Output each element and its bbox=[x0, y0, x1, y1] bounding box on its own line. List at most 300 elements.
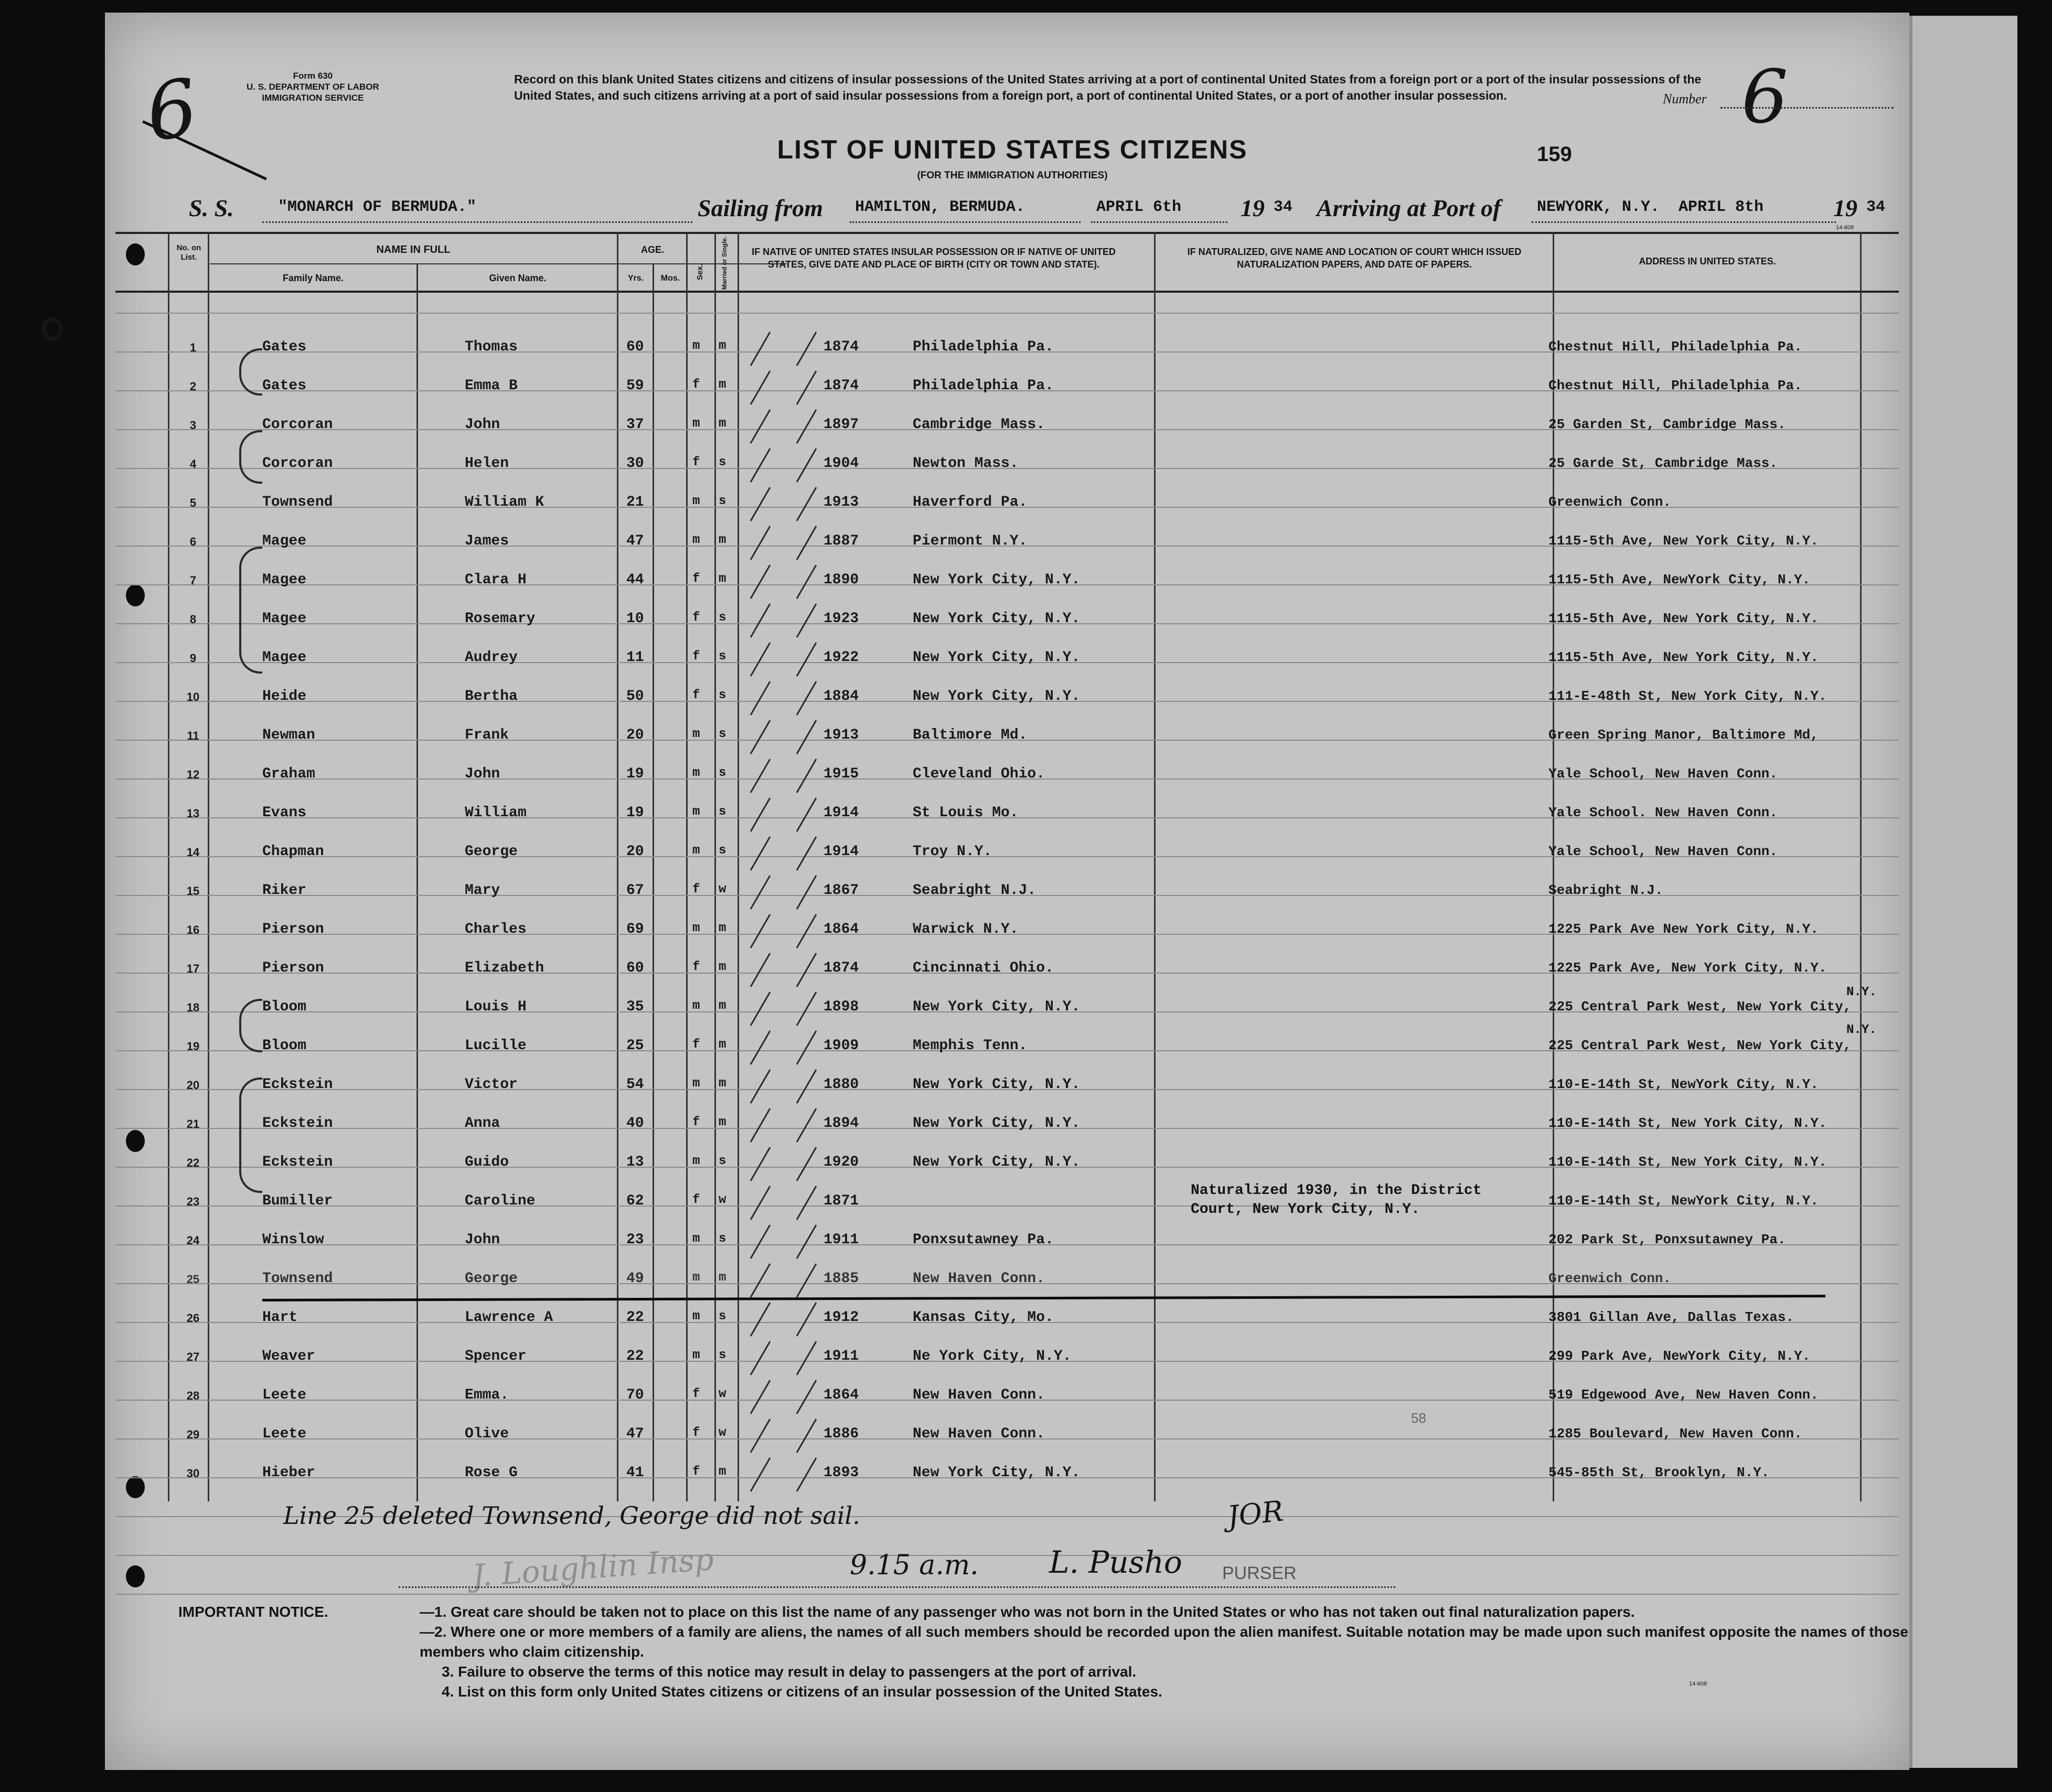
arrival-date: APRIL 8th bbox=[1679, 198, 1764, 216]
check-mark bbox=[750, 953, 771, 987]
check-mark bbox=[750, 836, 771, 871]
cell-family-name: Newman bbox=[262, 727, 315, 743]
cell-sex: m bbox=[692, 494, 700, 508]
check-mark bbox=[750, 332, 771, 366]
cell-marital-status: m bbox=[719, 378, 726, 392]
table-row bbox=[105, 798, 1909, 837]
cell-marital-status: s bbox=[719, 455, 726, 470]
check-mark bbox=[796, 991, 817, 1026]
cell-birth-year: 1909 bbox=[824, 1038, 859, 1054]
check-mark bbox=[750, 642, 771, 677]
arrival-year: 34 bbox=[1866, 198, 1886, 216]
table-row bbox=[105, 604, 1909, 643]
cell-given-name: James bbox=[465, 533, 509, 549]
cell-address: 110-E-14th St, New York City, N.Y. bbox=[1548, 1154, 1827, 1170]
cell-row-number: 23 bbox=[186, 1195, 200, 1208]
sailing-port: HAMILTON, BERMUDA. bbox=[855, 198, 1025, 216]
cell-age-years: 10 bbox=[626, 611, 644, 627]
col-header-married: Married or Single. bbox=[721, 236, 728, 290]
table-row bbox=[105, 876, 1909, 915]
cell-birth-place: Ponxsutawney Pa. bbox=[913, 1232, 1054, 1248]
cell-birth-place: Philadelphia Pa. bbox=[913, 339, 1054, 355]
cell-family-name: Eckstein bbox=[262, 1115, 333, 1132]
cell-birth-year: 1898 bbox=[824, 999, 859, 1015]
cell-birth-year: 1886 bbox=[824, 1426, 859, 1442]
cell-birth-place: St Louis Mo. bbox=[913, 805, 1019, 821]
arrival-underline bbox=[1532, 221, 1836, 223]
print-code-footer: 14-608 bbox=[1689, 1681, 1707, 1687]
cell-given-name: Frank bbox=[465, 727, 509, 743]
cell-address: 1115-5th Ave, New York City, N.Y. bbox=[1548, 649, 1819, 665]
cell-birth-year: 1893 bbox=[824, 1465, 859, 1481]
cell-address: 111-E-48th St, New York City, N.Y. bbox=[1548, 688, 1827, 704]
cell-age-years: 59 bbox=[626, 378, 644, 394]
cell-age-years: 49 bbox=[626, 1271, 644, 1287]
cell-row-number: 14 bbox=[186, 846, 200, 859]
cell-marital-status: s bbox=[719, 1348, 726, 1362]
cell-marital-status: m bbox=[719, 339, 726, 353]
cell-sex: f bbox=[692, 1193, 700, 1207]
cell-sex: f bbox=[692, 882, 700, 897]
handwritten-deletion-note: Line 25 deleted Townsend, George did not sail. bbox=[283, 1501, 860, 1530]
cell-given-name: Helen bbox=[465, 455, 509, 472]
page-number: 159 bbox=[1537, 143, 1572, 166]
check-mark bbox=[750, 487, 771, 521]
cell-given-name: Victor bbox=[465, 1076, 518, 1093]
cell-birth-place: Memphis Tenn. bbox=[913, 1038, 1028, 1054]
cell-age-years: 13 bbox=[626, 1154, 644, 1170]
check-mark bbox=[796, 1341, 817, 1375]
cell-birth-place: New York City, N.Y. bbox=[913, 572, 1081, 588]
cell-marital-status: s bbox=[719, 611, 726, 625]
table-row bbox=[105, 1381, 1909, 1420]
check-mark bbox=[796, 1147, 817, 1181]
header-bottom-border bbox=[115, 291, 1899, 293]
cell-address: Green Spring Manor, Baltimore Md, bbox=[1548, 727, 1819, 743]
cell-given-name: John bbox=[465, 417, 500, 433]
form-number: Form 630 bbox=[293, 71, 333, 81]
cell-row-number: 27 bbox=[186, 1350, 200, 1363]
check-mark bbox=[750, 1108, 771, 1143]
cell-birth-year: 1885 bbox=[824, 1271, 859, 1287]
cell-age-years: 44 bbox=[626, 572, 644, 588]
cell-age-years: 11 bbox=[626, 649, 644, 666]
cell-birth-year: 1915 bbox=[824, 766, 859, 782]
purser-label: PURSER bbox=[1222, 1563, 1297, 1583]
cell-sex: m bbox=[692, 844, 700, 858]
naturalization-note-line1: Naturalized 1930, in the District bbox=[1191, 1182, 1482, 1199]
cell-sex: f bbox=[692, 378, 700, 392]
cell-given-name: Rose G bbox=[465, 1465, 518, 1481]
table-row bbox=[105, 371, 1909, 410]
row-rule bbox=[115, 1594, 1899, 1595]
cell-sex: m bbox=[692, 339, 700, 353]
cell-marital-status: s bbox=[719, 766, 726, 780]
cell-given-name: Emma. bbox=[465, 1387, 509, 1403]
cell-age-years: 30 bbox=[626, 455, 644, 472]
cell-sex: m bbox=[692, 417, 700, 431]
cell-birth-year: 1911 bbox=[824, 1232, 859, 1248]
number-label: Number bbox=[1663, 91, 1707, 106]
table-row bbox=[105, 449, 1909, 488]
table-row bbox=[105, 1458, 1909, 1497]
initials: JOR bbox=[1225, 1494, 1285, 1533]
sailing-port-underline bbox=[850, 221, 1081, 223]
cell-family-name: Townsend bbox=[262, 494, 333, 510]
cell-marital-status: s bbox=[719, 688, 726, 702]
cell-birth-year: 1864 bbox=[824, 1387, 859, 1403]
cell-family-name: Weaver bbox=[262, 1348, 315, 1364]
cell-marital-status: w bbox=[719, 1193, 726, 1207]
cell-row-number: 11 bbox=[187, 729, 199, 742]
cell-birth-place: New York City, N.Y. bbox=[913, 688, 1081, 705]
cell-row-number: 19 bbox=[186, 1040, 200, 1053]
check-mark bbox=[796, 1108, 817, 1143]
sailing-date-underline bbox=[1091, 221, 1227, 223]
check-mark bbox=[750, 1341, 771, 1375]
cell-birth-place: New Haven Conn. bbox=[913, 1426, 1045, 1442]
cell-address: 519 Edgewood Ave, New Haven Conn. bbox=[1548, 1387, 1819, 1403]
cell-address: 25 Garden St, Cambridge Mass. bbox=[1548, 417, 1786, 432]
cell-row-number: 5 bbox=[189, 496, 197, 509]
cell-marital-status: m bbox=[719, 960, 726, 974]
cell-birth-year: 1874 bbox=[824, 960, 859, 976]
table-row bbox=[105, 1342, 1909, 1381]
cell-birth-place: New York City, N.Y. bbox=[913, 1115, 1081, 1132]
signature-underline bbox=[399, 1586, 1395, 1588]
cell-birth-place: Piermont N.Y. bbox=[913, 533, 1028, 549]
cell-birth-year: 1920 bbox=[824, 1154, 859, 1170]
cell-birth-year: 1887 bbox=[824, 533, 859, 549]
col-header-birth: IF NATIVE OF UNITED STATES INSULAR POSSESSION OR IF NATIVE OF UNITED STATES, GIVE DATE AND PLACE OF BIRTH (CITY OR TOWN AND STATE). bbox=[752, 247, 1116, 270]
sailing-year: 34 bbox=[1274, 198, 1293, 216]
cell-address: 1285 Boulevard, New Haven Conn. bbox=[1548, 1426, 1802, 1442]
check-mark bbox=[796, 953, 817, 987]
check-mark bbox=[796, 1263, 817, 1298]
notice-items bbox=[420, 1602, 1941, 1702]
table-row bbox=[105, 1303, 1909, 1342]
table-row bbox=[105, 566, 1909, 604]
manifest-sheet bbox=[105, 13, 1909, 1770]
col-header-yrs: Yrs. bbox=[627, 274, 644, 283]
cell-row-number: 6 bbox=[189, 535, 197, 548]
cell-given-name: Bertha bbox=[465, 688, 518, 705]
cell-address: 110-E-14th St, NewYork City, N.Y. bbox=[1548, 1193, 1819, 1209]
signature-time: 9.15 a.m. bbox=[850, 1550, 979, 1581]
cell-sex: m bbox=[692, 1232, 700, 1246]
cell-marital-status: s bbox=[719, 727, 726, 741]
cell-sex: m bbox=[692, 1154, 700, 1168]
check-mark bbox=[750, 681, 771, 716]
cell-age-years: 50 bbox=[626, 688, 644, 705]
cell-sex: f bbox=[692, 649, 700, 664]
cell-age-years: 22 bbox=[626, 1348, 644, 1364]
cell-sex: m bbox=[692, 921, 700, 935]
check-mark bbox=[750, 875, 771, 910]
cell-age-years: 54 bbox=[626, 1076, 644, 1093]
cell-family-name: Eckstein bbox=[262, 1154, 333, 1170]
cell-birth-year: 1913 bbox=[824, 727, 859, 743]
cell-sex: f bbox=[692, 688, 700, 702]
cell-given-name: William K bbox=[465, 494, 544, 510]
cell-age-years: 47 bbox=[626, 1426, 644, 1442]
cell-birth-place: Haverford Pa. bbox=[913, 494, 1028, 510]
cell-row-number: 28 bbox=[186, 1389, 200, 1402]
check-mark bbox=[750, 1263, 771, 1298]
cell-family-name: Gates bbox=[262, 339, 307, 355]
cell-family-name: Eckstein bbox=[262, 1076, 333, 1093]
cell-family-name: Pierson bbox=[262, 960, 324, 976]
check-mark bbox=[796, 332, 817, 366]
cell-row-number: 3 bbox=[189, 419, 197, 432]
service-name: IMMIGRATION SERVICE bbox=[262, 93, 364, 103]
col-header-given: Given Name. bbox=[489, 273, 547, 283]
cell-age-years: 21 bbox=[626, 494, 644, 510]
cell-age-years: 23 bbox=[626, 1232, 644, 1248]
cell-row-number: 20 bbox=[186, 1079, 200, 1092]
check-mark bbox=[750, 370, 771, 405]
cell-family-name: Bloom bbox=[262, 999, 307, 1015]
cell-birth-year: 1867 bbox=[824, 882, 859, 899]
check-mark bbox=[796, 526, 817, 560]
cell-marital-status: m bbox=[719, 1271, 726, 1285]
check-mark bbox=[750, 1380, 771, 1414]
cell-given-name: William bbox=[465, 805, 527, 821]
cell-age-years: 37 bbox=[626, 417, 644, 433]
table-row bbox=[105, 837, 1909, 876]
sailing-date: APRIL 6th bbox=[1096, 198, 1182, 216]
cell-given-name: Elizabeth bbox=[465, 960, 544, 976]
cell-given-name: Guido bbox=[465, 1154, 509, 1170]
stamp-mark: 58 bbox=[1411, 1410, 1426, 1426]
cell-given-name: Louis H bbox=[465, 999, 527, 1015]
check-mark bbox=[750, 603, 771, 638]
cell-sex: m bbox=[692, 1076, 700, 1091]
check-mark bbox=[796, 448, 817, 483]
cell-given-name: George bbox=[465, 1271, 518, 1287]
cell-birth-place: New York City, N.Y. bbox=[913, 1154, 1081, 1170]
cell-row-number: 25 bbox=[186, 1273, 200, 1286]
check-mark bbox=[796, 487, 817, 521]
department-name: U. S. DEPARTMENT OF LABOR bbox=[247, 82, 379, 92]
table-row bbox=[105, 1420, 1909, 1458]
cell-marital-status: m bbox=[719, 1115, 726, 1129]
cell-given-name: Emma B bbox=[465, 378, 518, 394]
cell-birth-place: Cambridge Mass. bbox=[913, 417, 1045, 433]
cell-marital-status: s bbox=[719, 1154, 726, 1168]
cell-birth-year: 1914 bbox=[824, 844, 859, 860]
cell-family-name: Bloom bbox=[262, 1038, 307, 1054]
cell-row-number: 13 bbox=[186, 807, 200, 820]
cell-row-number: 16 bbox=[186, 923, 200, 936]
check-mark bbox=[750, 759, 771, 793]
page-title: LIST OF UNITED STATES CITIZENS bbox=[777, 135, 1248, 164]
cell-row-number: 29 bbox=[186, 1428, 200, 1441]
cell-sex: f bbox=[692, 1465, 700, 1479]
cell-family-name: Evans bbox=[262, 805, 307, 821]
check-mark bbox=[796, 1030, 817, 1065]
cell-family-name: Graham bbox=[262, 766, 315, 782]
check-mark bbox=[750, 1302, 771, 1337]
cell-age-years: 19 bbox=[626, 766, 644, 782]
cell-row-number: 8 bbox=[189, 613, 197, 626]
cell-sex: f bbox=[692, 1426, 700, 1440]
check-mark bbox=[750, 1457, 771, 1492]
notice-item-3: 3. Failure to observe the terms of this notice may result in delay to passengers at the port of arrival. bbox=[442, 1663, 1137, 1680]
cell-birth-place: Baltimore Md. bbox=[913, 727, 1028, 743]
cell-family-name: Bumiller bbox=[262, 1193, 333, 1209]
cell-birth-year: 1890 bbox=[824, 572, 859, 588]
cell-birth-place: New York City, N.Y. bbox=[913, 611, 1081, 627]
col-header-family: Family Name. bbox=[282, 273, 344, 283]
cell-row-number: 24 bbox=[186, 1234, 200, 1247]
cell-marital-status: m bbox=[719, 999, 726, 1013]
check-mark bbox=[750, 1030, 771, 1065]
number-underline bbox=[1720, 107, 1894, 109]
table-row bbox=[105, 1187, 1909, 1225]
cell-marital-status: m bbox=[719, 417, 726, 431]
cell-address: 110-E-14th St, NewYork City, N.Y. bbox=[1548, 1076, 1819, 1092]
cell-sex: m bbox=[692, 1348, 700, 1362]
address-overflow-18: N.Y. bbox=[1846, 985, 1877, 999]
cell-family-name: Winslow bbox=[262, 1232, 324, 1248]
cell-given-name: Audrey bbox=[465, 649, 518, 666]
sailing-label: Sailing from bbox=[698, 195, 824, 221]
table-row bbox=[105, 488, 1909, 527]
cell-age-years: 62 bbox=[626, 1193, 644, 1209]
table-row bbox=[105, 1148, 1909, 1187]
list-number: 6 bbox=[1741, 55, 1789, 140]
cell-birth-year: 1914 bbox=[824, 805, 859, 821]
cell-birth-year: 1904 bbox=[824, 455, 859, 472]
cell-marital-status: m bbox=[719, 1038, 726, 1052]
arriving-label: Arriving at Port of bbox=[1317, 195, 1501, 221]
cell-address: 545-85th St, Brooklyn, N.Y. bbox=[1548, 1465, 1770, 1480]
cell-family-name: Riker bbox=[262, 882, 307, 899]
cell-family-name: Heide bbox=[262, 688, 307, 705]
check-mark bbox=[796, 759, 817, 793]
check-mark bbox=[750, 1224, 771, 1259]
family-bracket bbox=[239, 547, 262, 674]
check-mark bbox=[750, 564, 771, 599]
col-header-address: ADDRESS IN UNITED STATES. bbox=[1639, 256, 1776, 266]
check-mark bbox=[796, 370, 817, 405]
check-mark bbox=[796, 797, 817, 832]
notice-item-4: 4. List on this form only United States citizens or citizens of an insular possession of the United States. bbox=[442, 1683, 1162, 1700]
table-row bbox=[105, 1225, 1909, 1264]
table-row bbox=[105, 1031, 1909, 1070]
table-row bbox=[105, 682, 1909, 721]
table-row bbox=[105, 760, 1909, 798]
cell-given-name: John bbox=[465, 766, 500, 782]
cell-given-name: Lawrence A bbox=[465, 1309, 553, 1326]
cell-marital-status: s bbox=[719, 649, 726, 664]
cell-address: 202 Park St, Ponxsutawney Pa. bbox=[1548, 1232, 1786, 1247]
cell-family-name: Leete bbox=[262, 1387, 307, 1403]
check-mark bbox=[796, 720, 817, 754]
table-row bbox=[105, 527, 1909, 566]
cell-sex: m bbox=[692, 1309, 700, 1324]
cell-marital-status: s bbox=[719, 844, 726, 858]
check-mark bbox=[750, 1418, 771, 1453]
cell-address: 225 Central Park West, New York City, bbox=[1548, 999, 1852, 1015]
check-mark bbox=[750, 914, 771, 948]
cell-birth-place: Cleveland Ohio. bbox=[913, 766, 1045, 782]
cell-given-name: Clara H bbox=[465, 572, 527, 588]
table-top-border bbox=[115, 232, 1899, 234]
col-header-naturalized: IF NATURALIZED, GIVE NAME AND LOCATION OF COURT WHICH ISSUED NATURALIZATION PAPERS, AND DATE OF PAPERS. bbox=[1187, 247, 1522, 270]
cell-address: Yale School. New Haven Conn. bbox=[1548, 805, 1778, 820]
check-mark bbox=[796, 875, 817, 910]
cell-row-number: 15 bbox=[186, 884, 200, 898]
cell-row-number: 7 bbox=[189, 574, 197, 587]
cell-marital-status: s bbox=[719, 1309, 726, 1324]
cell-marital-status: s bbox=[719, 805, 726, 819]
check-mark bbox=[750, 720, 771, 754]
cell-birth-year: 1911 bbox=[824, 1348, 859, 1364]
cell-age-years: 60 bbox=[626, 960, 644, 976]
check-mark bbox=[750, 1186, 771, 1220]
cell-sex: f bbox=[692, 455, 700, 470]
arrival-port: NEWYORK, N.Y. bbox=[1537, 198, 1660, 216]
col-header-sex: Sex. bbox=[696, 264, 704, 280]
cell-age-years: 70 bbox=[626, 1387, 644, 1403]
cell-birth-year: 1923 bbox=[824, 611, 859, 627]
cell-sex: f bbox=[692, 611, 700, 625]
intro-instructions: Record on this blank United States citizens and citizens of insular possessions of the United States arriving at a port of continental United States from a foreign port or a port of the insular possessions of the United States, and such citizens arriving at a port of said insular possessions from a foreign port, a port of continental United States, or a port of another insular possession. bbox=[514, 72, 1702, 102]
cell-family-name: Magee bbox=[262, 533, 307, 549]
cell-address: 25 Garde St, Cambridge Mass. bbox=[1548, 455, 1778, 471]
cell-family-name: Townsend bbox=[262, 1271, 333, 1287]
table-row bbox=[105, 721, 1909, 760]
cell-row-number: 1 bbox=[189, 341, 197, 354]
check-mark bbox=[796, 1380, 817, 1414]
cell-age-years: 35 bbox=[626, 999, 644, 1015]
notice-item-1: —1. Great care should be taken not to place on this list the name of any passenger who was not born in the United States or who has not taken out final naturalization papers. bbox=[420, 1604, 1635, 1620]
check-mark bbox=[796, 1302, 817, 1337]
check-mark bbox=[796, 642, 817, 677]
check-mark bbox=[750, 991, 771, 1026]
underlying-page-edge bbox=[1909, 16, 2017, 1768]
cell-sex: m bbox=[692, 1271, 700, 1285]
cell-family-name: Magee bbox=[262, 611, 307, 627]
cell-marital-status: m bbox=[719, 1465, 726, 1479]
form-identifier bbox=[247, 70, 379, 103]
cell-given-name: Mary bbox=[465, 882, 500, 899]
cell-given-name: Rosemary bbox=[465, 611, 536, 627]
cell-age-years: 19 bbox=[626, 805, 644, 821]
table-row bbox=[105, 954, 1909, 993]
cell-birth-year: 1897 bbox=[824, 417, 859, 433]
cell-address: 1115-5th Ave, NewYork City, N.Y. bbox=[1548, 572, 1811, 588]
cell-marital-status: s bbox=[719, 494, 726, 508]
cell-birth-year: 1894 bbox=[824, 1115, 859, 1132]
cell-row-number: 18 bbox=[186, 1001, 200, 1014]
cell-marital-status: m bbox=[719, 572, 726, 586]
cell-row-number: 22 bbox=[186, 1156, 200, 1169]
cell-age-years: 20 bbox=[626, 727, 644, 743]
cell-family-name: Magee bbox=[262, 649, 307, 666]
cell-birth-place: Newton Mass. bbox=[913, 455, 1019, 472]
cell-row-number: 12 bbox=[186, 768, 200, 781]
cell-age-years: 69 bbox=[626, 921, 644, 937]
corner-handwritten-number: 6 bbox=[141, 62, 204, 159]
page-subtitle: (FOR THE IMMIGRATION AUTHORITIES) bbox=[917, 170, 1108, 181]
cell-row-number: 21 bbox=[186, 1117, 200, 1130]
cell-given-name: John bbox=[465, 1232, 500, 1248]
cell-age-years: 60 bbox=[626, 339, 644, 355]
cell-birth-year: 1922 bbox=[824, 649, 859, 666]
